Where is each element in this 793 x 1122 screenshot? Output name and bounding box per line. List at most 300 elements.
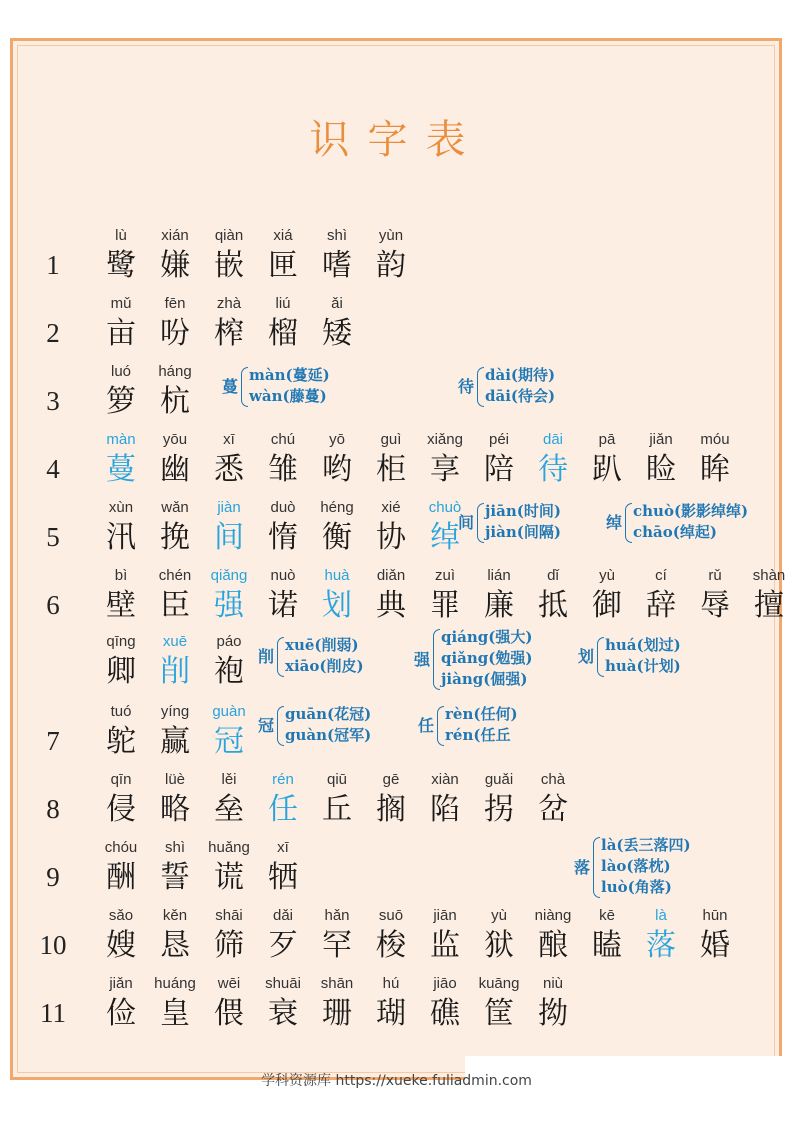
character-cell [202,702,256,760]
polyphone-reading: rén(任丘 [445,726,511,744]
pinyin: héng [320,499,354,516]
hanzi: 衰 [268,996,298,1031]
polyphone-char: 划 [578,647,595,666]
hanzi: 丘 [322,792,352,827]
hanzi: 抵 [538,588,568,623]
hanzi: 拐 [484,792,514,827]
pinyin: hǎn [324,907,350,924]
hanzi: 监 [430,928,460,963]
hanzi: 蔓 [106,452,136,487]
polyphone-reading: huà(计划) [605,657,681,675]
character-cell [418,770,472,828]
pinyin: guì [380,431,402,448]
character-cell [256,838,310,896]
polyphone-reading: chāo(绰起) [633,523,717,541]
hanzi: 瞌 [592,928,622,963]
pinyin: shì [326,227,347,244]
character-cell [256,906,310,964]
polyphone-reading: guān(花冠) [285,705,372,723]
character-cell [256,498,310,556]
pinyin: xùn [108,499,134,516]
hanzi: 绰 [430,520,460,555]
pinyin: páo [216,633,242,650]
pinyin: suō [378,907,404,924]
hanzi: 袍 [214,654,244,689]
pinyin: guàn [212,703,246,720]
pinyin: yù [491,907,507,924]
pinyin: qiǎng [210,567,248,584]
polyphone-reading: jiàng(倔强) [441,670,528,688]
pinyin: tuó [110,703,132,720]
hanzi: 箩 [106,384,136,419]
hanzi: 吩 [160,316,190,351]
polyphone-char: 冠 [258,716,275,735]
hanzi: 诺 [268,588,298,623]
character-cell [418,430,472,488]
polyphone-char: 削 [258,647,275,666]
pinyin: chà [540,771,566,788]
pinyin: jiǎn [649,431,673,448]
pinyin: zuì [434,567,455,584]
hanzi: 略 [160,792,190,827]
hanzi: 冠 [214,724,244,759]
pinyin: péi [488,431,510,448]
hanzi: 任 [268,792,298,827]
character-cell [94,702,148,760]
pinyin: rǔ [708,567,722,584]
pinyin: huà [324,567,350,584]
character-cell [310,226,364,284]
character-cell [148,430,202,488]
page-title: 识字表 [309,117,484,163]
pinyin: sǎo [108,907,134,924]
pinyin: dǎi [272,907,294,924]
hanzi: 誓 [160,860,190,895]
hanzi: 皇 [160,996,190,1031]
pinyin: qīn [110,771,132,788]
hanzi: 瑚 [376,996,406,1031]
footer-watermark: 学科资源库 https://xueke.fuliadmin.com [261,1073,532,1089]
hanzi: 享 [430,452,460,487]
character-cell [310,906,364,964]
character-cell [202,632,256,690]
character-cell [418,974,472,1032]
pinyin: lüè [164,771,186,788]
character-cell [94,906,148,964]
pinyin: ǎi [331,295,343,312]
polyphone-char: 强 [414,649,431,669]
character-cell [634,430,688,488]
character-cell [148,770,202,828]
pinyin: niù [542,975,564,992]
character-cell [580,566,634,624]
hanzi: 眸 [700,452,730,487]
pinyin: nuò [270,567,296,584]
character-cell [202,498,256,556]
character-cell [148,294,202,352]
hanzi: 匣 [268,248,298,283]
pinyin: dǐ [547,567,559,584]
table-row [0,974,793,1040]
polyphone-reading: huá(划过) [605,636,681,654]
pinyin: dāi [542,431,564,448]
hanzi: 柜 [376,452,406,487]
hanzi: 陷 [430,792,460,827]
hanzi: 鹭 [106,248,136,283]
polyphone-reading: xiāo(削皮) [285,657,364,675]
polyphone-reading: jiān(时间) [485,502,561,520]
hanzi: 嫌 [160,248,190,283]
brace-icon [277,637,284,677]
character-cell [148,632,202,690]
pinyin: huáng [154,975,196,992]
table-row [0,362,793,428]
character-cell [94,430,148,488]
hanzi: 嵌 [214,248,244,283]
brace-icon [437,706,444,746]
character-cell [364,770,418,828]
polyphone-reading: wàn(藤蔓) [249,387,327,405]
hanzi: 辞 [646,588,676,623]
pinyin: qiū [326,771,348,788]
character-cell [148,906,202,964]
pinyin: niàng [534,907,572,924]
hanzi: 俭 [106,996,136,1031]
pinyin: kē [599,907,615,924]
character-cell [256,430,310,488]
character-cell [310,498,364,556]
character-cell [472,906,526,964]
polyphone-reading: qiǎng(勉强) [441,649,533,667]
hanzi: 偎 [214,996,244,1031]
pinyin: wǎn [161,499,189,516]
pinyin: shāi [215,907,243,924]
character-cell [364,430,418,488]
hanzi: 恳 [160,928,190,963]
polyphone-reading: màn(蔓延) [249,366,330,384]
table-row [0,702,793,768]
brace-icon [597,637,604,677]
hanzi: 臣 [160,588,190,623]
character-cell [148,498,202,556]
pinyin: liú [275,295,291,312]
lesson-number: 4 [46,454,60,484]
pinyin: jiàn [217,499,241,516]
character-cell [364,906,418,964]
hanzi: 拗 [538,996,568,1031]
hanzi: 韵 [376,248,406,283]
hanzi: 罕 [322,928,352,963]
pinyin: qiàn [214,227,244,244]
hanzi: 梭 [376,928,406,963]
character-cell [580,430,634,488]
character-cell [310,430,364,488]
character-cell [94,632,148,690]
hanzi: 筐 [484,996,514,1031]
pinyin: chóu [104,839,138,856]
hanzi: 侵 [106,792,136,827]
character-cell [526,566,580,624]
pinyin: yù [599,567,615,584]
character-cell [418,906,472,964]
lesson-number: 7 [46,726,60,756]
lesson-number: 11 [40,998,66,1028]
character-cell [634,566,688,624]
hanzi: 鸵 [106,724,136,759]
hanzi: 睑 [646,452,676,487]
pinyin: hú [382,975,400,992]
pinyin: duò [270,499,296,516]
hanzi: 间 [214,520,244,555]
pinyin: kěn [162,907,188,924]
character-cell [364,566,418,624]
lesson-number: 1 [46,250,60,280]
pinyin: jiān [433,907,457,924]
character-cell [94,566,148,624]
character-cell [526,430,580,488]
lesson-number: 9 [46,862,60,892]
hanzi: 壁 [106,588,136,623]
pinyin: shàn [752,567,786,584]
pinyin: guǎi [484,771,514,788]
character-cell [742,566,793,624]
character-cell [202,838,256,896]
character-cell [94,362,148,420]
polyphone-reading: jiàn(间隔) [485,523,561,541]
character-cell [94,770,148,828]
lesson-number: 5 [46,522,60,552]
character-cell [202,566,256,624]
hanzi: 协 [376,520,406,555]
character-cell [94,974,148,1032]
character-cell [94,294,148,352]
hanzi: 谎 [214,860,244,895]
hanzi: 榴 [268,316,298,351]
brace-icon [625,503,632,543]
character-cell [94,226,148,284]
hanzi: 御 [592,588,622,623]
pinyin: cí [655,567,667,584]
character-cell [688,430,742,488]
table-row [0,226,793,292]
pinyin: móu [700,431,730,448]
hanzi: 陪 [484,452,514,487]
character-cell [202,294,256,352]
hanzi: 惰 [268,520,298,555]
pinyin: lián [487,567,511,584]
lesson-number: 3 [46,386,60,416]
table-row [0,770,793,836]
character-cell [472,566,526,624]
character-cell [94,838,148,896]
pinyin: yō [329,431,345,448]
character-cell [256,294,310,352]
hanzi: 划 [322,588,352,623]
character-cell [688,906,742,964]
character-cell [148,566,202,624]
character-cell [148,838,202,896]
pinyin: pā [598,431,616,448]
polyphone-char: 待 [458,377,475,396]
character-cell [364,226,418,284]
hanzi: 雏 [268,452,298,487]
pinyin: yùn [378,227,404,244]
hanzi: 廉 [484,588,514,623]
polyphone-reading: chuò(影影绰绰) [633,502,749,520]
hanzi: 落 [646,928,676,963]
hanzi: 辱 [700,588,730,623]
character-cell [526,974,580,1032]
lesson-number: 10 [39,930,67,960]
polyphone-reading: xuē(削弱) [285,636,359,654]
pinyin: luó [110,363,132,380]
table-row [0,566,793,632]
character-cell [310,770,364,828]
character-cell [256,226,310,284]
hanzi: 珊 [322,996,352,1031]
hanzi: 礁 [430,996,460,1031]
polyphone-reading: lào(落枕) [601,857,671,875]
pinyin: shān [320,975,354,992]
pinyin: lù [115,227,127,244]
hanzi: 悉 [214,452,244,487]
lesson-number: 8 [46,794,60,824]
pinyin: xié [381,499,401,516]
polyphone-char: 任 [418,716,435,735]
pinyin: bì [114,567,128,584]
character-cell [202,974,256,1032]
hanzi: 垒 [214,792,244,827]
pinyin: shuāi [265,975,301,992]
hanzi: 榨 [214,316,244,351]
character-cell [472,770,526,828]
hanzi: 矮 [322,316,352,351]
pinyin: fēn [164,295,186,312]
polyphone-reading: rèn(任何) [445,705,518,723]
character-cell [634,906,688,964]
pinyin: xiǎng [427,431,463,448]
pinyin: wēi [217,975,241,992]
polyphone-char: 间 [458,513,475,532]
character-cell [310,294,364,352]
hanzi: 筛 [214,928,244,963]
pinyin: qīng [106,633,136,650]
character-cell [202,906,256,964]
character-cell [202,226,256,284]
pinyin: xuē [162,633,188,650]
lesson-number: 6 [46,590,60,620]
character-cell [256,974,310,1032]
hanzi: 搁 [376,792,406,827]
polyphone-reading: là(丢三落四) [601,836,691,854]
hanzi: 歹 [268,928,298,963]
hanzi: 赢 [160,724,190,759]
hanzi: 亩 [106,316,136,351]
polyphone-reading: dāi(待会) [485,387,556,405]
character-cell [472,974,526,1032]
brace-icon [277,706,284,746]
hanzi: 牺 [268,860,298,895]
character-cell [526,770,580,828]
character-cell [202,770,256,828]
hanzi: 衡 [322,520,352,555]
character-cell [202,430,256,488]
polyphone-char: 蔓 [222,377,239,396]
character-cell [364,974,418,1032]
pinyin: màn [106,431,136,448]
pinyin: xiàn [431,771,459,788]
hanzi: 岔 [538,792,568,827]
character-cell [256,566,310,624]
hanzi: 嫂 [106,928,136,963]
pinyin: huǎng [208,839,250,856]
hanzi: 哟 [322,452,352,487]
character-cell [310,974,364,1032]
pinyin: xī [223,431,235,448]
polyphone-reading: dài(期待) [485,366,556,384]
hanzi: 挽 [160,520,190,555]
character-cell [148,362,202,420]
pinyin: gē [382,771,400,788]
character-cell [688,566,742,624]
polyphone-reading: guàn(冠军) [285,726,372,744]
polyphone-reading: qiáng(强大) [441,628,533,646]
pinyin: jiǎn [109,975,133,992]
hanzi: 嗜 [322,248,352,283]
brace-icon [477,503,484,543]
hanzi: 待 [538,452,568,487]
pinyin: mǔ [110,295,132,312]
table-row [0,430,793,496]
character-cell [148,226,202,284]
pinyin: xiá [273,227,293,244]
pinyin: kuāng [478,975,520,992]
table-row [0,294,793,360]
character-cell [418,566,472,624]
pinyin: yōu [162,431,188,448]
hanzi: 擅 [754,588,784,623]
character-cell [526,906,580,964]
character-cell [148,974,202,1032]
pinyin: hūn [702,907,728,924]
pinyin: chén [158,567,192,584]
hanzi: 汛 [106,520,136,555]
hanzi: 酿 [538,928,568,963]
pinyin: jiāo [433,975,457,992]
hanzi: 典 [376,588,406,623]
hanzi: 狱 [484,928,514,963]
polyphone-reading: luò(角落) [601,878,672,896]
brace-icon [477,367,484,407]
character-cell [580,906,634,964]
brace-icon [433,629,440,690]
hanzi: 杭 [160,384,190,419]
pinyin: yíng [160,703,190,720]
pinyin: rén [272,771,294,788]
pinyin: lěi [221,771,237,788]
character-cell [256,770,310,828]
table-row [0,906,793,972]
hanzi: 削 [160,654,190,689]
pinyin: diǎn [376,567,406,584]
hanzi: 罪 [430,588,460,623]
character-cell [148,702,202,760]
polyphone-char: 落 [574,857,591,877]
character-cell [364,498,418,556]
pinyin: chuò [428,499,462,516]
pinyin: háng [158,363,192,380]
pinyin: zhà [216,295,242,312]
